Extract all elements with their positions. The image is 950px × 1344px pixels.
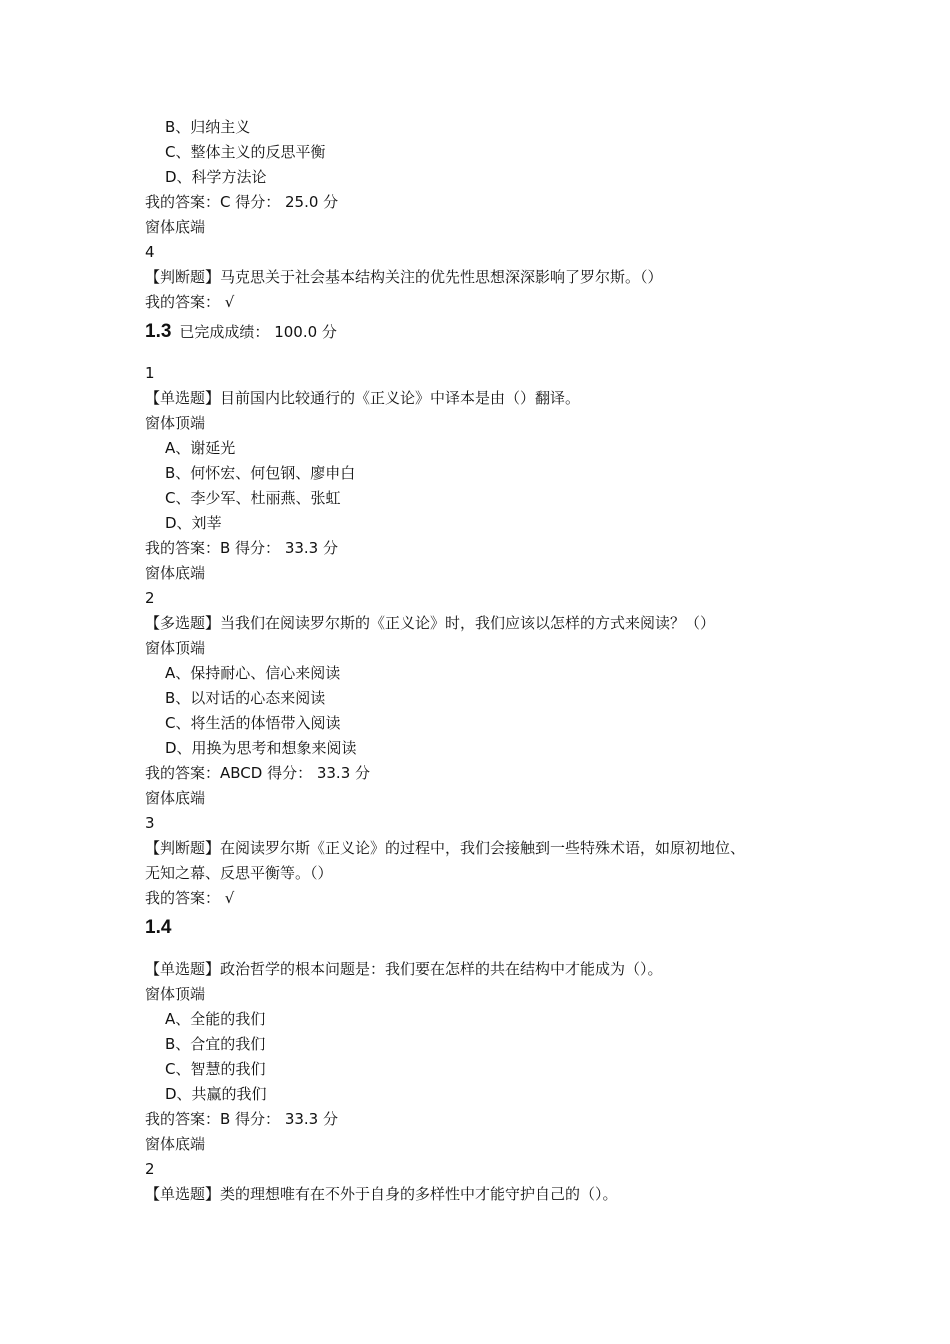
option-a: A、全能的我们 (165, 1010, 266, 1028)
section-number: 1.4 (145, 917, 172, 938)
question-text: 【单选题】类的理想唯有在不外于自身的多样性中才能守护自己的（）。 (145, 1185, 618, 1203)
question-text-line-2: 无知之幕、反思平衡等。（） (145, 864, 333, 882)
option-b: B、归纳主义 (165, 118, 251, 136)
question-text: 【单选题】政治哲学的根本问题是：我们要在怎样的共在结构中才能成为（）。 (145, 960, 663, 978)
option-c: C、智慧的我们 (165, 1060, 266, 1078)
form-bottom-marker: 窗体底端 (145, 1135, 206, 1153)
option-d: D、共赢的我们 (165, 1085, 267, 1103)
my-answer: 我的答案：B 得分： 33.3 分 (145, 539, 338, 557)
form-bottom-marker: 窗体底端 (145, 789, 206, 807)
document-page (145, 115, 825, 1207)
option-c: C、将生活的体悟带入阅读 (165, 714, 341, 732)
section-score: 已完成成绩： 100.0 分 (179, 323, 337, 341)
option-b: B、何怀宏、何包钢、廖申白 (165, 464, 356, 482)
option-c: C、整体主义的反思平衡 (165, 143, 326, 161)
my-answer: 我的答案：C 得分： 25.0 分 (145, 193, 339, 211)
question-number: 1 (145, 364, 155, 382)
my-answer: 我的答案： √ (145, 293, 235, 311)
my-answer: 我的答案：B 得分： 33.3 分 (145, 1110, 338, 1128)
form-bottom-marker: 窗体底端 (145, 218, 206, 236)
question-number: 2 (145, 589, 155, 607)
my-answer: 我的答案：ABCD 得分： 33.3 分 (145, 764, 371, 782)
form-top-marker: 窗体顶端 (145, 639, 206, 657)
option-d: D、用换为思考和想象来阅读 (165, 739, 357, 757)
option-b: B、合宜的我们 (165, 1035, 266, 1053)
question-text: 【判断题】马克思关于社会基本结构关注的优先性思想深深影响了罗尔斯。（） (145, 268, 663, 286)
option-a: A、保持耐心、信心来阅读 (165, 664, 341, 682)
question-number: 2 (145, 1160, 155, 1178)
my-answer: 我的答案： √ (145, 889, 235, 907)
form-top-marker: 窗体顶端 (145, 985, 206, 1003)
form-top-marker: 窗体顶端 (145, 414, 206, 432)
question-text: 【单选题】目前国内比较通行的《正义论》中译本是由（）翻译。 (145, 389, 581, 407)
form-bottom-marker: 窗体底端 (145, 564, 206, 582)
question-text: 【多选题】当我们在阅读罗尔斯的《正义论》时，我们应该以怎样的方式来阅读？（） (145, 614, 716, 632)
question-text-line-1: 【判断题】在阅读罗尔斯《正义论》的过程中，我们会接触到一些特殊术语，如原初地位、 (145, 839, 746, 857)
question-number: 4 (145, 243, 155, 261)
section-number: 1.3 (145, 321, 172, 342)
option-c: C、李少军、杜丽燕、张虹 (165, 489, 341, 507)
question-number: 3 (145, 814, 155, 832)
section-heading-1-4 (145, 917, 825, 947)
option-a: A、谢延光 (165, 439, 236, 457)
option-d: D、刘莘 (165, 514, 222, 532)
option-d: D、科学方法论 (165, 168, 267, 186)
section-heading-1-3 (145, 321, 825, 351)
option-b: B、以对话的心态来阅读 (165, 689, 326, 707)
